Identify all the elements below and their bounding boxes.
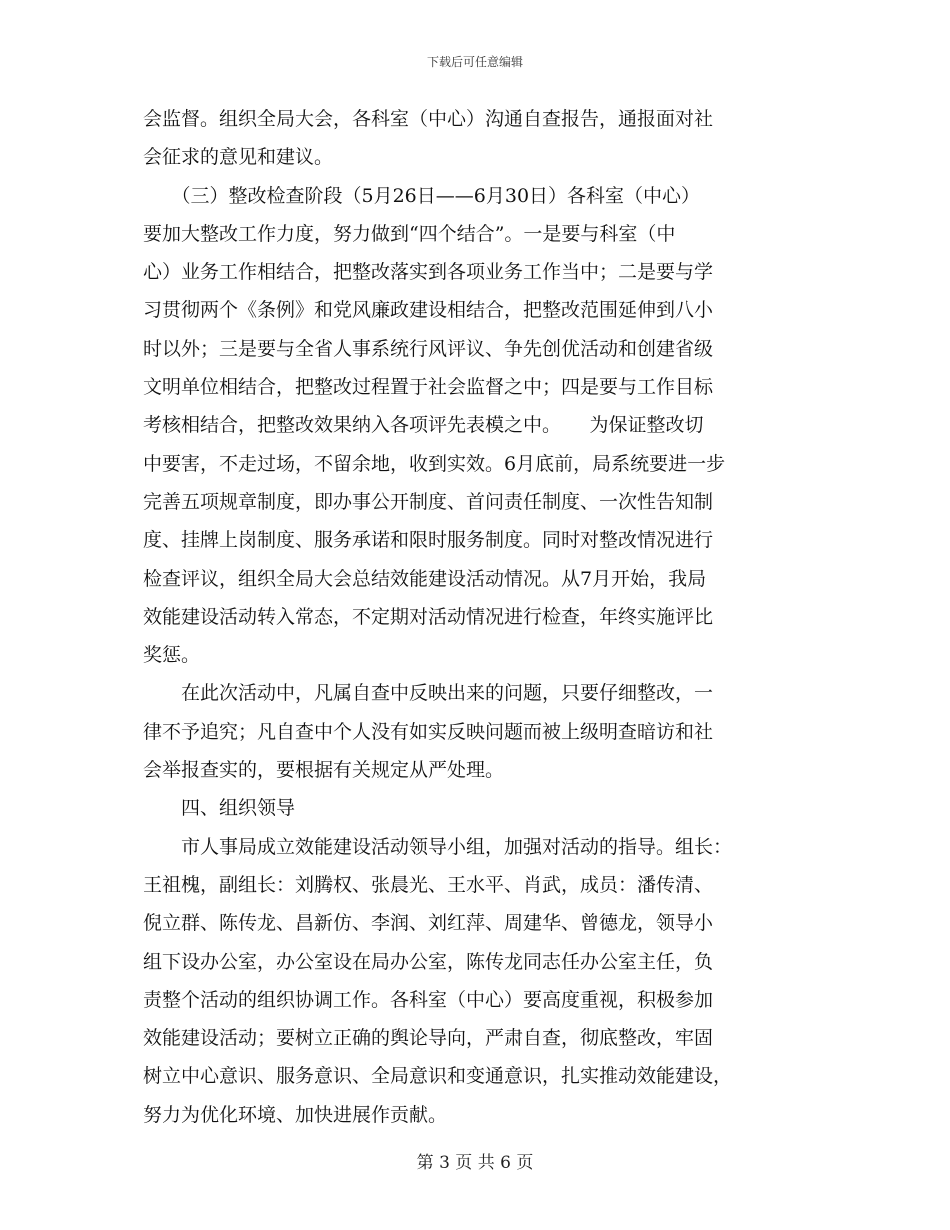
text-line: 奖惩。 <box>143 644 201 667</box>
text-line: 检查评议，组织全局大会总结效能建设活动情况。从7月开始，我局 <box>143 567 707 590</box>
text-line: 组下设办公室，办公室设在局办公室，陈传龙同志任办公室主任，负 <box>143 950 714 973</box>
text-line: 四、组织领导 <box>143 797 296 820</box>
text-line: 会监督。组织全局大会，各科室（中心）沟通自查报告，通报面对社 <box>143 108 714 130</box>
text-line: 时以外；三是要与全省人事系统行风评议、争先创优活动和创建省级 <box>143 337 714 360</box>
text-line: 要加大整改工作力度，努力做到“四个结合”。一是要与科室（中 <box>143 222 676 245</box>
text-line: 中要害，不走过场，不留余地，收到实效。6月底前，局系统要进一步 <box>143 452 726 475</box>
text-line: 在此次活动中，凡属自查中反映出来的问题，只要仔细整改，一 <box>143 682 714 705</box>
text-line: 王祖槐，副组长：刘腾权、张晨光、王水平、肖武，成员：潘传清、 <box>143 873 714 896</box>
text-line: 效能建设活动；要树立正确的舆论导向，严肃自查，彻底整改，牢固 <box>143 1027 714 1050</box>
text-line: 市人事局成立效能建设活动领导小组，加强对活动的指导。组长： <box>143 835 733 858</box>
text-line: （三）整改检查阶段（5月26日——6月30日）各科室（中心） <box>143 184 701 207</box>
text-line: 完善五项规章制度，即办事公开制度、首问责任制度、一次性告知制 <box>143 490 714 513</box>
text-line: 文明单位相结合，把整改过程置于社会监督之中；四是要与工作目标 <box>143 376 714 399</box>
text-line: 心）业务工作相结合，把整改落实到各项业务工作当中；二是要与学 <box>143 261 714 284</box>
page-footer: 第 3 页 共 6 页 <box>416 1153 534 1173</box>
text-line: 树立中心意识、服务意识、全局意识和变通意识，扎实推动效能建设， <box>143 1065 733 1088</box>
text-line: 倪立群、陈传龙、昌新仿、李润、刘红萍、周建华、曾德龙，领导小 <box>143 912 714 935</box>
text-line: 度、挂牌上岗制度、服务承诺和限时服务制度。同时对整改情况进行 <box>143 529 714 552</box>
document-body <box>143 100 811 1134</box>
text-line: 努力为优化环境、加快进展作贡献。 <box>143 1103 448 1126</box>
text-line: 责整个活动的组织协调工作。各科室（中心）要高度重视，积极参加 <box>143 988 714 1011</box>
text-line: 效能建设活动转入常态，不定期对活动情况进行检查，年终实施评比 <box>143 605 714 628</box>
text-line: 会举报查实的，要根据有关规定从严处理。 <box>143 759 505 782</box>
text-line: 考核相结合，把整改效果纳入各项评先表模之中。 为保证整改切 <box>143 414 704 437</box>
text-line: 习贯彻两个《条例》和党风廉政建设相结合，把整改范围延伸到八小 <box>143 299 714 322</box>
page-header: 下载后可任意编辑 <box>426 55 523 69</box>
text-line: 会征求的意见和建议。 <box>143 146 334 169</box>
text-line: 律不予追究；凡自查中个人没有如实反映问题而被上级明查暗访和社 <box>143 720 714 743</box>
